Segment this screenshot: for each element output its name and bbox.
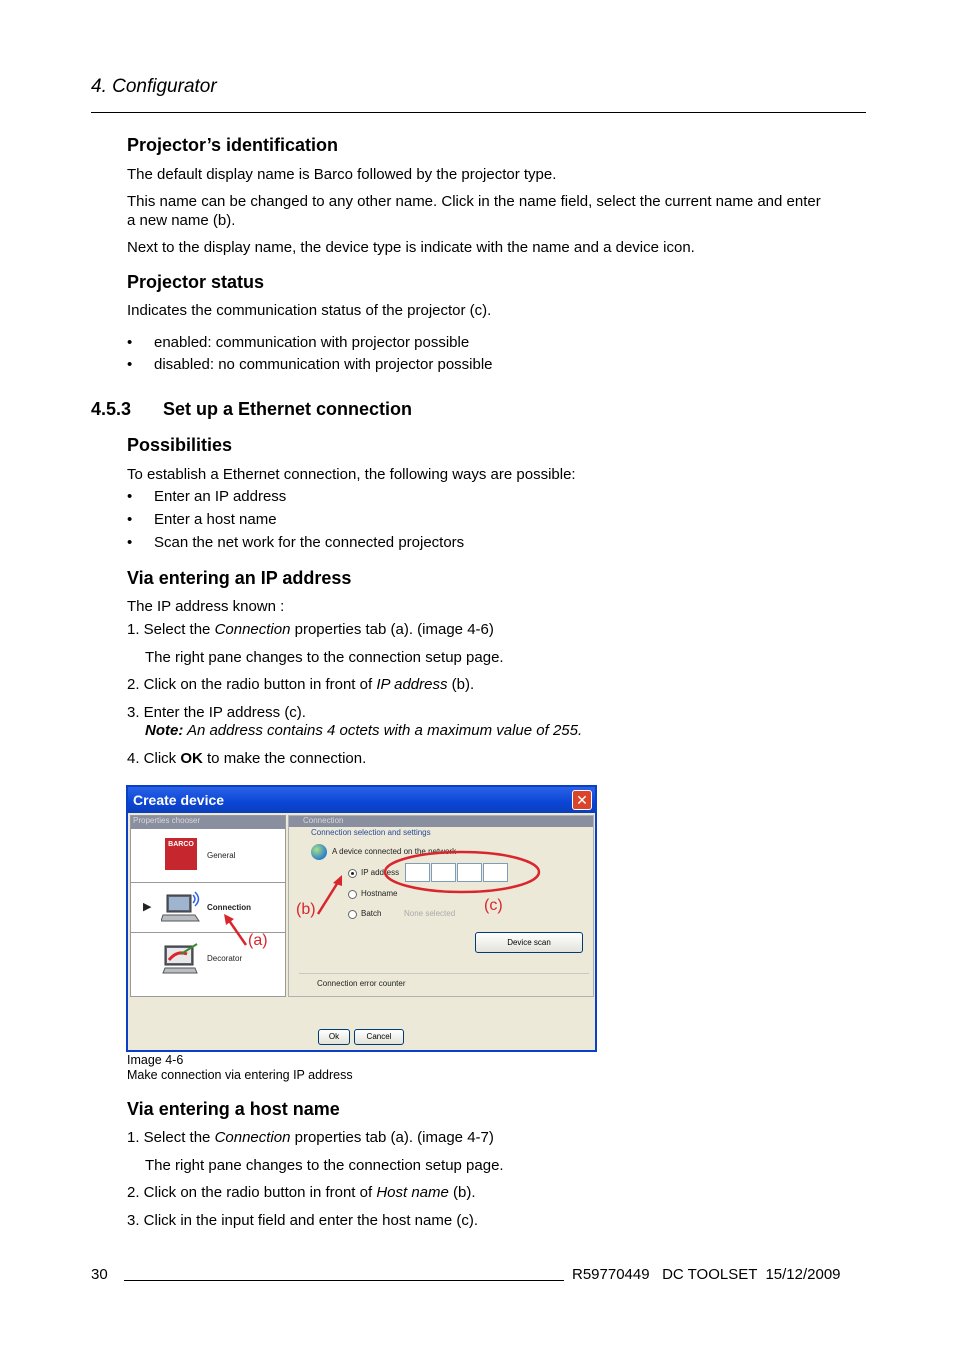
globe-icon (311, 844, 327, 860)
ok-button[interactable]: Ok (318, 1029, 350, 1045)
header-rule (91, 112, 866, 113)
via-ip-note: Note: An address contains 4 octets with a maximum value of 255. (145, 722, 583, 739)
create-device-dialog (126, 785, 597, 1052)
laptop-network-icon (161, 891, 201, 925)
ip-octet-4-input[interactable] (483, 863, 508, 882)
batch-label: Batch (361, 909, 382, 918)
network-device-label: A device connected on the network (332, 847, 457, 856)
via-ip-step1-result: The right pane changes to the connection setup page. (145, 649, 504, 666)
status-p1: Indicates the communication status of the projector (c). (127, 302, 492, 319)
via-ip-step4: 4. Click OK to make the connection. (127, 750, 367, 767)
via-host-step3: 3. Click in the input field and enter the host name (c). (127, 1212, 479, 1229)
footer-doc-info: R59770449 DC TOOLSET 15/12/2009 (572, 1266, 841, 1283)
connection-group-label: Connection selection and settings (311, 828, 431, 837)
identification-p1: The default display name is Barco followed by the projector type. (127, 166, 557, 183)
identification-p2a: This name can be changed to any other name. Click in the name field, select the current name and enter (127, 193, 821, 210)
figure-caption-number: Image 4-6 (127, 1053, 184, 1067)
divider (299, 973, 589, 974)
close-icon[interactable]: ✕ (572, 790, 592, 810)
device-scan-button[interactable]: Device scan (475, 932, 583, 953)
via-host-step1-result: The right pane changes to the connection setup page. (145, 1157, 504, 1174)
via-ip-title: Via entering an IP address (127, 568, 352, 588)
ip-address-label: IP address (361, 868, 400, 877)
identification-p2b: a new name (b). (127, 212, 236, 229)
batch-radio[interactable] (348, 910, 357, 919)
ip-octet-2-input[interactable] (431, 863, 456, 882)
figure-caption-text: Make connection via entering IP address (127, 1068, 353, 1082)
page-number: 30 (91, 1266, 108, 1283)
hostname-radio[interactable] (348, 890, 357, 899)
properties-chooser-header: Properties chooser (131, 816, 285, 829)
selected-arrow-icon: ▶ (143, 901, 152, 913)
identification-title: Projector’s identification (127, 135, 339, 155)
properties-chooser (130, 815, 286, 997)
tab-connection-label: Connection (207, 903, 251, 912)
barco-logo-icon: BARCO (165, 838, 197, 870)
ip-address-radio[interactable] (348, 869, 357, 878)
tab-general[interactable] (131, 831, 285, 882)
cancel-button[interactable]: Cancel (354, 1029, 404, 1045)
tab-general-label: General (207, 851, 236, 860)
annotation-b: (b) (296, 901, 316, 918)
ip-octet-3-input[interactable] (457, 863, 482, 882)
tab-connection[interactable] (131, 882, 285, 933)
via-host-step1: 1. Select the Connection properties tab (a). (image 4-7) (127, 1129, 494, 1146)
connection-pane-header: Connection (289, 816, 593, 827)
possibilities-p1: To establish a Ethernet connection, the following ways are possible: (127, 466, 576, 483)
dialog-title: Create device (128, 787, 595, 813)
via-host-step2: 2. Click on the radio button in front of Host name (b). (127, 1184, 476, 1201)
error-counter-label: Connection error counter (317, 979, 406, 988)
ip-octet-1-input[interactable] (405, 863, 430, 882)
annotation-c: (c) (484, 897, 503, 914)
footer-rule (124, 1280, 564, 1281)
tab-decorator-label: Decorator (207, 954, 243, 963)
via-host-title: Via entering a host name (127, 1099, 340, 1119)
section-heading: 4.5.3 Set up a Ethernet connection (91, 399, 413, 419)
hostname-label: Hostname (361, 889, 398, 898)
chapter-heading: 4. Configurator (91, 76, 217, 97)
via-ip-intro: The IP address known : (127, 598, 285, 615)
status-title: Projector status (127, 272, 265, 292)
connection-pane (288, 815, 594, 997)
decorator-icon (161, 942, 201, 976)
via-ip-step3: 3. Enter the IP address (c). (127, 704, 306, 721)
via-ip-step1: 1. Select the Connection properties tab (a). (image 4-6) (127, 621, 494, 638)
annotation-a: (a) (248, 932, 268, 949)
identification-p3: Next to the display name, the device type is indicate with the name and a device icon. (127, 239, 695, 256)
batch-none-selected: None selected (404, 909, 456, 918)
possibilities-title: Possibilities (127, 435, 233, 455)
via-ip-step2: 2. Click on the radio button in front of IP address (b). (127, 676, 475, 693)
